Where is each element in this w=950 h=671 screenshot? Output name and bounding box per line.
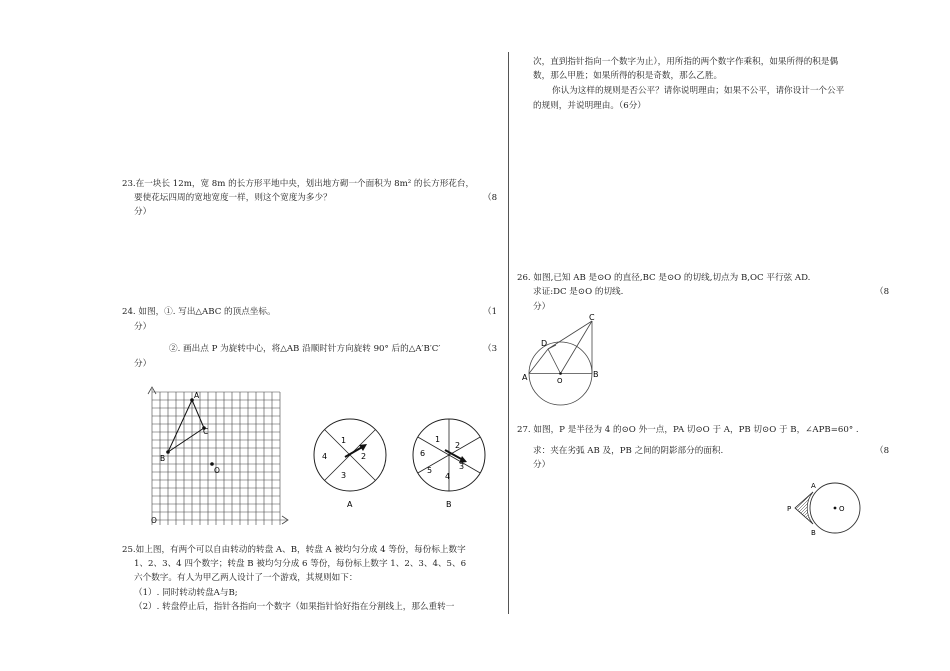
grid-lines [152, 389, 287, 525]
q27-score-unit: 分） [533, 460, 551, 470]
q24-score2: （3 [483, 344, 498, 354]
spinner-b-needle [445, 450, 463, 460]
spinner-b-number-5: 5 [427, 466, 433, 475]
q24-line2: ②. 画出点 P 为旋转中心，将△AB 沿顺时针方向旋转 90° 后的△A′B′C′ [169, 344, 441, 354]
q26-score: （8 [875, 287, 890, 297]
q25-cont-line3: 你认为这样的规则是否公平？请你说明理由；如果不公平，请你设计一个公平 [552, 86, 845, 96]
label-b: B [160, 454, 166, 463]
q25-cont-line1: 次，直到指针指向一个数字为止），用所指的两个数字作乘积，如果所得的积是偶 [533, 57, 839, 67]
spinner-b-number-4: 4 [445, 472, 451, 481]
q25-line3: 六个数字。有人为甲乙两人设计了一个游戏，其规则如下： [134, 573, 358, 583]
q26-circle-figure [520, 312, 610, 387]
column-divider [508, 52, 509, 614]
label-c: C [203, 427, 209, 436]
q23-score-unit: 分） [134, 207, 152, 217]
q25-line1: 25.如上图，有两个可以自由转动的转盘 A、B，转盘 A 被均匀分成 4 等份，每份标上数字 [122, 545, 466, 555]
spinner-a-number-3: 3 [341, 471, 347, 480]
q25-cont-line2: 数，那么甲胜；如果所得的积是奇数，那么乙胜。 [533, 71, 723, 81]
q25-cont-line4: 的规则，并说明理由。（6分） [533, 101, 646, 111]
q25-line5: （2）. 转盘停止后，指针各指向一个数字（如果指针恰好指在分割线上，那么重转一 [134, 602, 455, 612]
q25-line4: （1）. 同时转动转盘A与B; [134, 588, 238, 598]
q23-score: （8 [483, 193, 498, 203]
q27-tangent-figure [785, 478, 865, 538]
line-bd-segment [548, 345, 556, 349]
q27-line2: 求：夹在劣弧 AB 及，PB 之间的阴影部分的面积. [533, 446, 724, 456]
label-origin: O [151, 516, 157, 525]
q24-line1: 24. 如图，①. 写出△ABC 的顶点坐标。 [122, 307, 276, 317]
spinner-b-number-6: 6 [420, 449, 426, 458]
line-oc [561, 321, 593, 374]
spinner-b-number-3: 3 [459, 462, 465, 471]
q23-line2: 要使花坛四周的宽地宽度一样，则这个宽度为多少？ [134, 193, 332, 203]
label-d: D [541, 339, 548, 348]
label-o: O [214, 466, 220, 475]
label-b: B [811, 529, 816, 537]
q27-line1: 27. 如图，P 是半径为 4 的⊙O 外一点，PA 切⊙O 于 A，PB 切⊙O 于 B，∠APB=60° . [517, 425, 859, 435]
label-o: O [557, 377, 563, 385]
label-a: A [811, 482, 816, 490]
q24-score1-unit: 分） [134, 322, 152, 332]
q27-score: （8 [875, 446, 890, 456]
q23-line1: 23.在一块长 12m，宽 8m 的长方形平地中央，划出地方砌一个面积为 8m² 的长方形花台， [122, 179, 475, 189]
label-p: P [787, 505, 792, 513]
q26-score-unit: 分） [533, 302, 551, 312]
label-c: C [589, 313, 595, 322]
q26-line1: 26. 如图,已知 AB 是⊙O 的直径,BC 是⊙O 的切线,切点为 B,OC 平行弦 AD. [517, 273, 811, 283]
spinner-b [411, 418, 487, 513]
spinner-b-label: B [446, 500, 452, 509]
line-od [548, 349, 561, 374]
spinner-a-number-4: 4 [322, 452, 328, 461]
spinner-a-number-1: 1 [341, 436, 347, 445]
spinner-a-label: A [347, 500, 353, 509]
label-o: O [839, 505, 845, 513]
label-a: A [522, 373, 528, 382]
q25-line2: 1、2、3、4 四个数字；转盘 B 被均匀分成 6 等份，每份标上数字 1、2、3、4、5、6 [134, 559, 467, 569]
q24-score1: （1 [483, 307, 498, 317]
spinner-b-number-2: 2 [455, 441, 461, 450]
label-a: A [194, 391, 200, 400]
label-b: B [593, 370, 599, 379]
q26-line2: 求证:DC 是⊙O 的切线. [533, 287, 624, 297]
point-b [166, 450, 170, 454]
spinner-b-number-1: 1 [435, 435, 441, 444]
coordinate-grid-figure [145, 385, 295, 530]
spinner-a-number-2: 2 [361, 452, 367, 461]
line-dc [548, 321, 592, 349]
q24-score2-unit: 分） [134, 359, 152, 369]
spinner-a [312, 418, 388, 513]
